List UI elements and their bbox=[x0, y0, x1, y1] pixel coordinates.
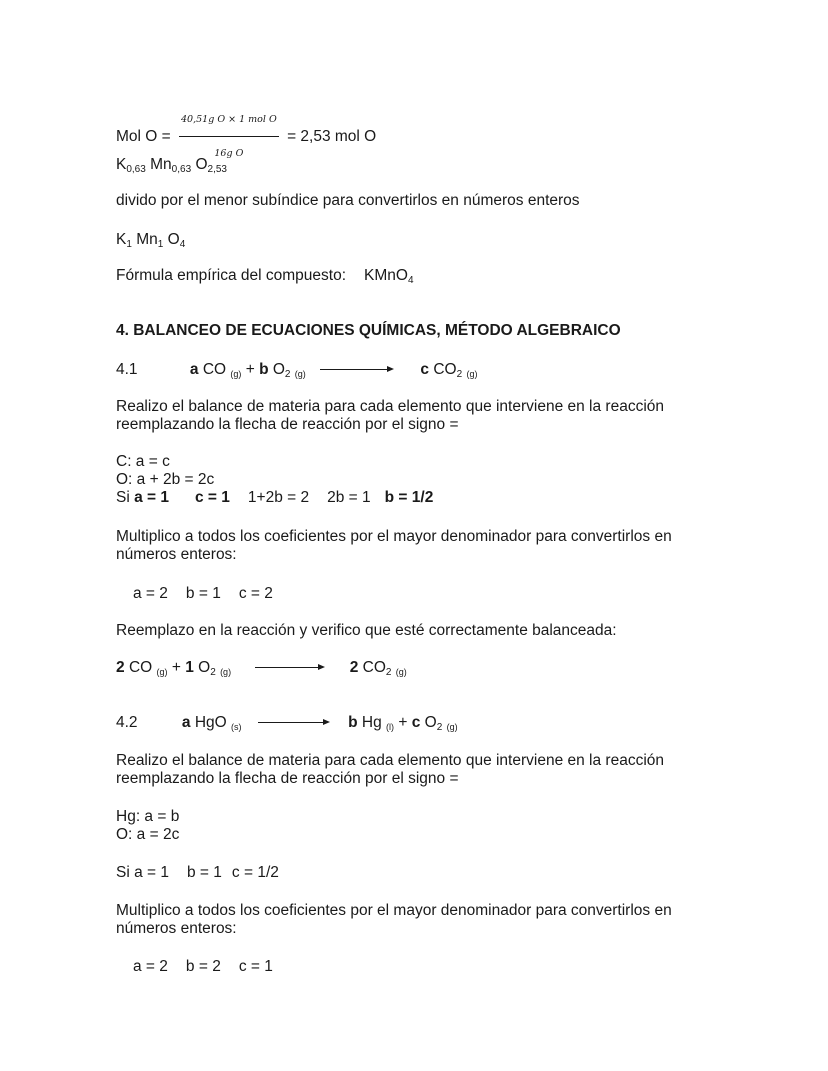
solution-line-4-1 bbox=[116, 489, 433, 507]
section-heading: 4. BALANCEO DE ECUACIONES QUÍMICAS, MÉTODO ALGEBRAICO bbox=[116, 322, 621, 339]
reaction-arrow-icon bbox=[320, 365, 394, 375]
species-o2-42: O bbox=[424, 714, 437, 731]
reaction-4-1 bbox=[116, 361, 477, 379]
bal-coef-co2: 2 bbox=[349, 659, 359, 676]
bal-species-o2: O bbox=[198, 659, 211, 676]
formula-decimal bbox=[116, 156, 227, 174]
fraction-numerator: 40,51g O × 1 mol O bbox=[179, 106, 279, 137]
balance-text-4-1-l1: Realizo el balance de materia para cada elemento que interviene en la reacción bbox=[116, 398, 665, 415]
state-o2: (g) bbox=[294, 369, 306, 379]
empirical-formula: KMnO bbox=[364, 267, 408, 284]
o2-sub-42: 2 bbox=[436, 722, 443, 733]
balance-text-4-2-l1: Realizo el balance de materia para cada elemento que interviene en la reacción bbox=[116, 752, 665, 769]
bal-coef-co: 2 bbox=[116, 659, 125, 676]
coef-value-b-42: b = 2 bbox=[185, 958, 221, 975]
coef-value-c: c = 2 bbox=[238, 585, 273, 602]
bal-state-co: (g) bbox=[156, 667, 168, 677]
formula-mn-sub: 0,63 bbox=[171, 164, 192, 175]
bal-state-co2: (g) bbox=[395, 667, 407, 677]
balance-text-4-2-l2: reemplazando la flecha de reacción por el signo = bbox=[116, 770, 459, 787]
multiply-text-4-2-l1: Multiplico a todos los coeficientes por el mayor denominador para convertirlos en bbox=[116, 902, 672, 919]
multiply-text-4-2-l2: números enteros: bbox=[116, 920, 237, 937]
coef-a-42: a bbox=[181, 714, 191, 731]
coef-a: a bbox=[189, 361, 199, 378]
si-b-42: b = 1 bbox=[187, 864, 222, 881]
mol-o-result: = 2,53 mol O bbox=[287, 128, 377, 146]
formula-int-o: O bbox=[167, 231, 180, 248]
formula-o-sub: 2,53 bbox=[207, 164, 227, 175]
o2-sub: 2 bbox=[284, 369, 291, 380]
equation-hg: Hg: a = b bbox=[116, 808, 180, 825]
formula-int-k-sub: 1 bbox=[126, 239, 132, 250]
coef-value-a: a = 2 bbox=[133, 585, 168, 602]
coef-value-c-42: c = 1 bbox=[238, 958, 273, 975]
equation-o: O: a + 2b = 2c bbox=[116, 471, 215, 488]
si-mid1: 1+2b = 2 bbox=[247, 489, 310, 506]
state-hgo: (s) bbox=[231, 722, 242, 732]
species-hgo: HgO bbox=[194, 714, 227, 731]
reaction-arrow-icon bbox=[255, 663, 325, 673]
coef-b-42: b bbox=[348, 714, 358, 731]
mol-o-label: Mol O = bbox=[116, 128, 171, 146]
bal-plus: + bbox=[171, 659, 181, 676]
balance-text-4-1-l2: reemplazando la flecha de reacción por el signo = bbox=[116, 416, 459, 433]
reaction-4-2 bbox=[116, 714, 458, 732]
coef-c: c bbox=[420, 361, 430, 378]
formula-int-o-sub: 4 bbox=[179, 239, 186, 250]
si-prefix: Si bbox=[116, 489, 135, 506]
si-mid2: 2b = 1 bbox=[327, 489, 371, 506]
empirical-formula-sub: 4 bbox=[407, 275, 414, 286]
species-co2: CO bbox=[433, 361, 457, 378]
si-a: a = 1 bbox=[134, 489, 169, 506]
bal-species-co: CO bbox=[128, 659, 153, 676]
equation-o-42: O: a = 2c bbox=[116, 826, 180, 843]
bal-coef-o2: 1 bbox=[185, 659, 194, 676]
reaction-arrow-icon bbox=[258, 718, 330, 728]
formula-o: O bbox=[195, 156, 208, 173]
formula-mn: Mn bbox=[150, 156, 172, 173]
formula-int-mn: Mn bbox=[136, 231, 158, 248]
exercise-number-4-1: 4.1 bbox=[116, 361, 138, 378]
state-hg: (l) bbox=[386, 722, 395, 732]
solution-line-4-2 bbox=[116, 864, 279, 882]
coef-b: b bbox=[259, 361, 269, 378]
state-o2-42: (g) bbox=[446, 722, 458, 732]
multiply-text-4-1-l2: números enteros: bbox=[116, 546, 237, 563]
coefficients-4-1 bbox=[133, 585, 273, 603]
formula-int-mn-sub: 1 bbox=[157, 239, 164, 250]
state-co: (g) bbox=[230, 369, 242, 379]
equation-c: C: a = c bbox=[116, 453, 170, 470]
balanced-reaction-4-1 bbox=[116, 659, 407, 677]
bal-o2-sub: 2 bbox=[210, 667, 216, 678]
si-b: b = 1/2 bbox=[384, 489, 434, 506]
formula-k: K bbox=[116, 156, 127, 173]
species-hg: Hg bbox=[361, 714, 382, 731]
plus-sign: + bbox=[245, 361, 255, 378]
bal-state-o2: (g) bbox=[220, 667, 232, 677]
replace-text: Reemplazo en la reacción y verifico que esté correctamente balanceada: bbox=[116, 622, 617, 639]
multiply-text-4-1-l1: Multiplico a todos los coeficientes por el mayor denominador para convertirlos en bbox=[116, 528, 672, 545]
state-co2: (g) bbox=[466, 369, 478, 379]
exercise-number-4-2: 4.2 bbox=[116, 714, 138, 731]
empirical-label: Fórmula empírica del compuesto: bbox=[116, 267, 347, 284]
fraction-denominator: 16g O bbox=[214, 148, 244, 159]
coef-value-b: b = 1 bbox=[185, 585, 221, 602]
coefficients-4-2 bbox=[133, 958, 273, 976]
species-o2: O bbox=[272, 361, 285, 378]
si-a-42: Si a = 1 bbox=[116, 864, 169, 881]
coef-c-42: c bbox=[411, 714, 421, 731]
bal-co2-sub: 2 bbox=[385, 667, 392, 678]
formula-int-k: K bbox=[116, 231, 127, 248]
co2-sub: 2 bbox=[456, 369, 463, 380]
formula-integer bbox=[116, 231, 185, 249]
empirical-formula-line bbox=[116, 267, 414, 285]
si-c: c = 1 bbox=[195, 489, 230, 506]
plus-sign-42: + bbox=[398, 714, 408, 731]
coef-value-a-42: a = 2 bbox=[133, 958, 168, 975]
formula-k-sub: 0,63 bbox=[126, 164, 146, 175]
species-co: CO bbox=[202, 361, 227, 378]
si-c-42: c = 1/2 bbox=[231, 864, 279, 881]
divide-text: divido por el menor subíndice para convertirlos en números enteros bbox=[116, 192, 580, 209]
bal-species-co2: CO bbox=[362, 659, 386, 676]
